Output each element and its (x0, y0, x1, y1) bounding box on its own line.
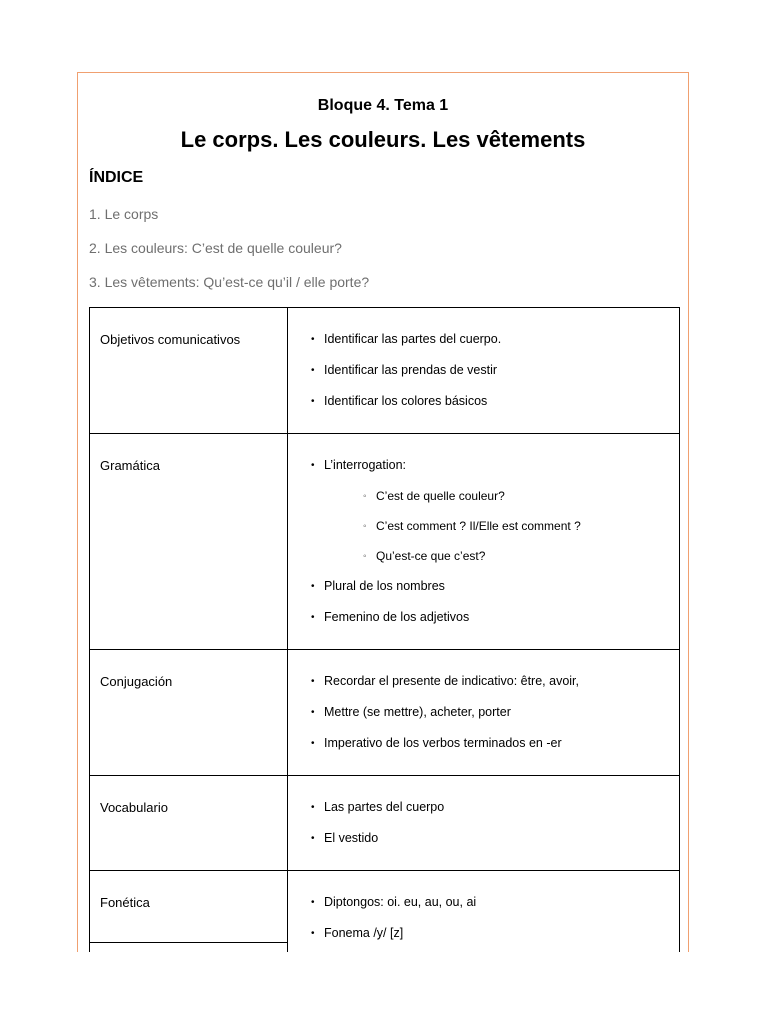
block-subtitle: Bloque 4. Tema 1 (317, 97, 449, 114)
list-item: • El vestido (324, 831, 378, 845)
sub-list-item: ◦ C’est de quelle couleur? (376, 489, 505, 503)
list-item: • Femenino de los adjetivos (324, 610, 469, 624)
list-item: • Plural de los nombres (324, 579, 445, 593)
list-item: • Imperativo de los verbos terminados en -er (324, 736, 562, 750)
list-item: • Mettre (se mettre), acheter, porter (324, 705, 511, 719)
row-label: Gramática (100, 458, 160, 473)
sub-list-item: ◦ C’est comment ? Il/Elle est comment ? (376, 519, 581, 533)
cell-bottom-border (90, 942, 287, 943)
table-row (90, 871, 679, 952)
toc-item-2: 2. Les couleurs: C’est de quelle couleur? (89, 240, 342, 256)
column-divider (287, 776, 288, 870)
column-divider (287, 434, 288, 649)
table-row (90, 650, 679, 776)
document-frame (77, 72, 689, 952)
sub-list-item: ◦ Qu’est-ce que c’est? (376, 549, 485, 563)
index-heading: ÍNDICE (89, 169, 144, 186)
toc-item-3: 3. Les vêtements: Qu’est-ce qu’il / elle porte? (89, 274, 370, 290)
list-item: • Identificar las partes del cuerpo. (324, 332, 501, 346)
content-table (89, 307, 680, 952)
column-divider (287, 308, 288, 433)
page-title: Le corps. Les couleurs. Les vêtements (180, 127, 586, 152)
row-label: Vocabulario (100, 800, 168, 815)
table-row (90, 434, 679, 650)
list-item: • Recordar el presente de indicativo: être, avoir, (324, 674, 579, 688)
list-item: • Las partes del cuerpo (324, 800, 444, 814)
table-row (90, 308, 679, 434)
table-row (90, 776, 679, 871)
toc-item-1: 1. Le corps (89, 206, 159, 222)
list-item: • Identificar las prendas de vestir (324, 363, 497, 377)
list-item: • L’interrogation: (324, 458, 406, 472)
column-divider (287, 650, 288, 775)
row-label: Objetivos comunicativos (100, 332, 241, 347)
list-item: • Fonema /y/ [z] (324, 926, 403, 940)
list-item: • Diptongos: oi. eu, au, ou, ai (324, 895, 476, 909)
column-divider (287, 871, 288, 952)
row-label: Fonética (100, 895, 150, 910)
row-label: Conjugación (100, 674, 173, 689)
list-item: • Identificar los colores básicos (324, 394, 487, 408)
